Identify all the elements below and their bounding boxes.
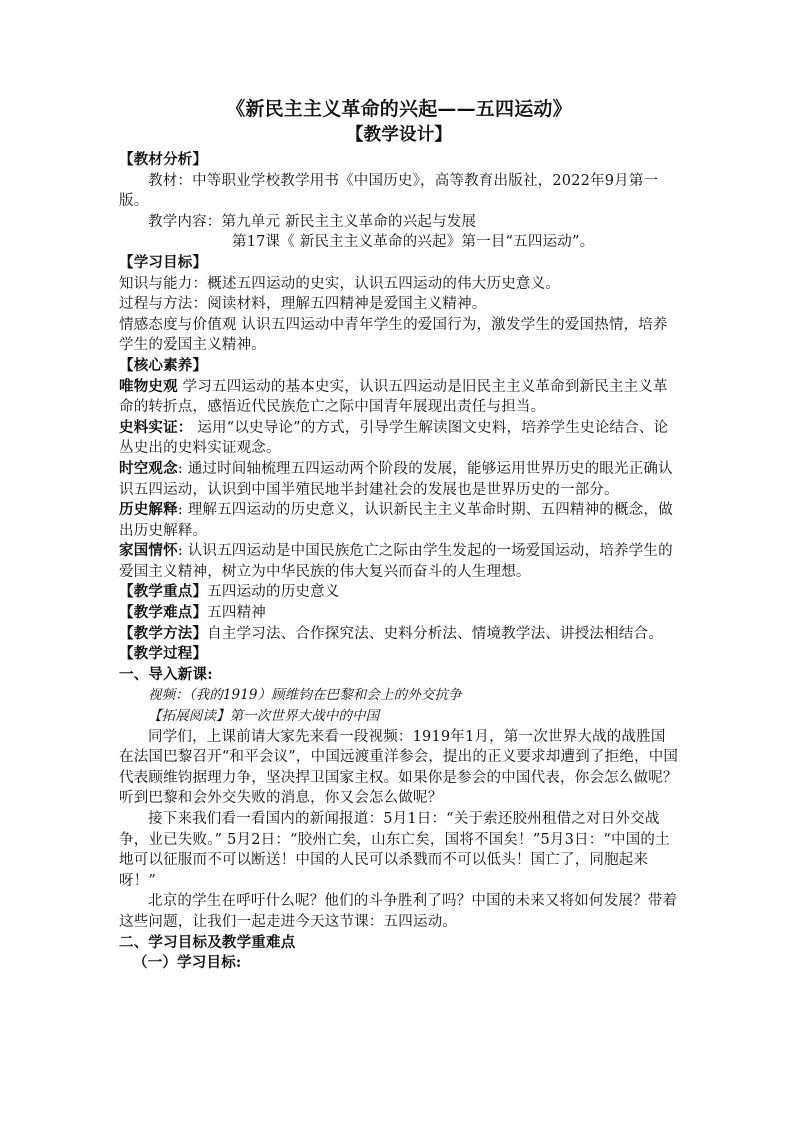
core-label: 历史解释 <box>119 501 178 519</box>
core-label: 家国情怀 <box>119 542 178 560</box>
section-objectives: 二、学习目标及教学重难点 <box>119 933 296 951</box>
core-text: : 认识五四运动是中国民族危亡之际由学生发起的一场爱国运动，培养学生的爱国主义精神，树立为中华民族的伟大复兴而奋斗的人生理想。 <box>119 543 673 580</box>
objective-attitude: 情感态度与价值观 认识五四运动中青年学生的爱国行为，激发学生的爱国热情，培养学生的爱国主义精神。 <box>119 316 668 354</box>
extended-reading-line: 【拓展阅读】第一次世界大战中的中国 <box>148 708 380 725</box>
section-intro: 一、导入新课: <box>119 665 213 683</box>
core-item-evidence <box>119 418 679 459</box>
core-item-interpretation <box>119 500 679 541</box>
core-text: 学习五四运动的基本史实，认识五四运动是旧民主主义革命到新民主主义革命的转折点，感悟近代民族危亡之际中国青年展现出责任与担当。 <box>119 378 668 416</box>
heading-objectives: 【学习目标】 <box>119 253 208 271</box>
heading-material-analysis: 【教材分析】 <box>119 151 208 168</box>
method-text: 自主学习法、合作探究法、史料分析法、情境教学法、讲授法相结合。 <box>207 625 663 642</box>
core-text: 运用“以史导论”的方式，引导学生解读图文史料，培养学生史论结合、论丛史出的史料实证观念。 <box>119 419 669 457</box>
intro-paragraph-1: 同学们，上课前请大家先来看一段视频：1919年1月，第一次世界大战的战胜国在法国巴黎召开“和平会议”，中国远渡重洋参会，提出的正义要求却遭到了拒绝，中国代表顾维钧据理力争，坚决捍卫国家主权。如果你是参会的中国代表，你会怎么做呢？听到巴黎和会外交失败的消息，你又会怎么做呢？ <box>119 728 679 807</box>
key-point-label: 【教学重点】 <box>119 583 208 601</box>
key-point-line <box>119 582 679 603</box>
core-text: : 理解五四运动的历史意义，认识新民主主义革命时期、五四精神的概念，做出历史解释。 <box>119 502 673 539</box>
method-label: 【教学方法】 <box>119 624 208 642</box>
core-text: : 通过时间轴梳理五四运动两个阶段的发展，能够运用世界历史的眼光正确认识五四运动，认识到中国半殖民地半封建社会的发展也是世界历史的一部分。 <box>119 460 673 498</box>
document-page <box>119 96 679 974</box>
intro-paragraph-3: 北京的学生在呼吁什么呢？他们的斗争胜利了吗？中国的未来又将如何发展？带着这些问题，让我们一起走进今天这节课：五四运动。 <box>119 893 678 930</box>
textbook-info: 教材：中等职业学校教学用书《中国历史》，高等教育出版社，2022年9月第一版。 <box>119 172 659 210</box>
subsection-learning-objectives: （一）学习目标: <box>133 954 242 972</box>
core-label: 唯物史观 <box>119 377 178 395</box>
key-point-text: 五四运动的历史意义 <box>207 584 340 601</box>
heading-core-literacy: 【核心素养】 <box>119 356 208 374</box>
difficulty-label: 【教学难点】 <box>119 604 208 622</box>
video-line: 视频：（我的1919）顾维钧在巴黎和会上的外交抗争 <box>148 687 462 704</box>
core-item-patriotism <box>119 541 679 582</box>
core-item-materialism <box>119 377 679 418</box>
document-subtitle: 【教学设计】 <box>345 125 453 145</box>
teaching-content-lesson: 第17课《 新民主主义革命的兴起》第一目“五四运动”。 <box>232 234 595 251</box>
intro-paragraph-2: 接下来我们看一看国内的新闻报道：5月1日：“关于索还胶州租借之对日外交战争，业已失败。” 5月2日：“胶州亡矣，山东亡矣，国将不国矣！”5月3日：“中国的土地可以征服而不可以断送！中国的人民可以杀戮而不可以低头！国亡了，同胞起来呀！” <box>119 811 670 889</box>
objective-process: 过程与方法：阅读材料，理解五四精神是爱国主义精神。 <box>119 296 487 313</box>
core-label: 史料实证： <box>119 418 193 436</box>
method-line <box>119 624 679 645</box>
core-label: 时空观念 <box>119 459 178 477</box>
objective-knowledge: 知识与能力：概述五四运动的史实，认识五四运动的伟大历史意义。 <box>119 275 560 292</box>
teaching-content-unit: 教学内容：第九单元 新民主主义革命的兴起与发展 <box>148 213 477 230</box>
difficulty-line <box>119 603 679 624</box>
document-title: 《新民主主义革命的兴起——五四运动》 <box>226 98 572 120</box>
difficulty-text: 五四精神 <box>207 605 267 622</box>
core-item-spacetime <box>119 459 679 500</box>
heading-process: 【教学过程】 <box>119 645 208 663</box>
